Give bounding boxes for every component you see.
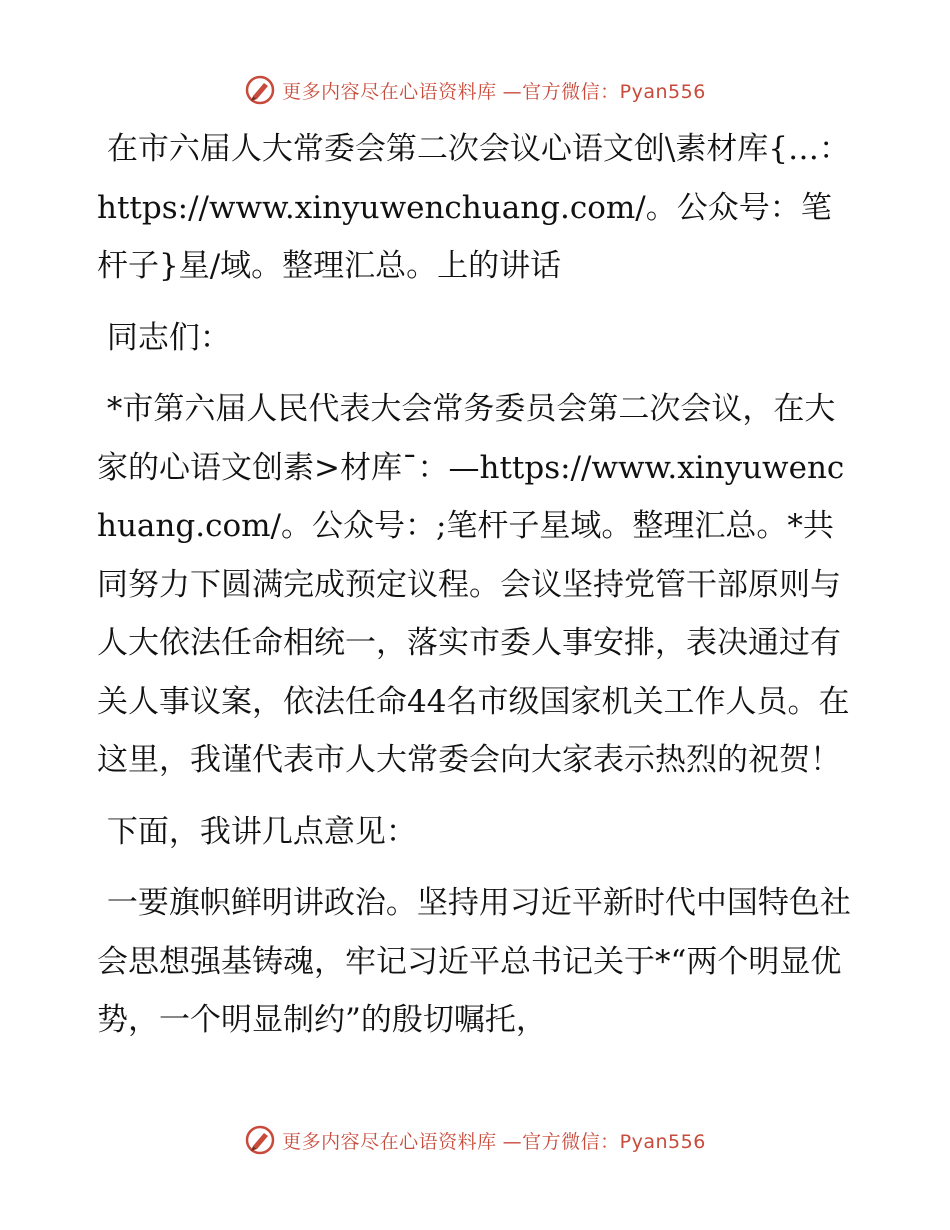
banner-sub-text: —官方微信：Pyan556 <box>502 1130 706 1153</box>
document-title: 在市六届人大常委会第二次会议心语文创\素材库{…：https://www.xinyuwenchuang.com/。公众号：笔杆子}星/域。整理汇总。上的讲话 <box>97 131 851 284</box>
body-paragraph: 一要旗帜鲜明讲政治。坚持用习近平新时代中国特色社会思想强基铸魂，牢记习近平总书记关于*“两个明显优势，一个明显制约”的殷切嘱托， <box>97 885 851 1038</box>
body-paragraph: 下面，我讲几点意见： <box>97 813 417 850</box>
footer-banner <box>0 1120 950 1160</box>
pen-logo-icon <box>244 74 276 106</box>
pen-logo-icon <box>244 1124 276 1156</box>
banner-inner <box>244 74 706 106</box>
salutation: 同志们： <box>97 319 231 356</box>
banner-main-text: 更多内容尽在心语资料库 <box>282 1130 497 1153</box>
banner-inner <box>244 1124 706 1156</box>
document-body <box>97 120 857 1050</box>
body-paragraph: *市第六届人民代表大会常务委员会第二次会议，在大家的心语文创素>材库¯：—https://www.xinyuwenchuang.com/。公众号：;笔杆子星域。整理汇总。*共同努力下圆满完成预定议程。会议坚持党管干部原则与人大依法任命相统一，落实市委人事安排，表决通过有关人事议案，依法任命44名市级国家机关工作人员。在这里，我谨代表市人大常委会向大家表示热烈的祝贺！ <box>97 391 850 778</box>
banner-sub-text: —官方微信：Pyan556 <box>502 80 706 103</box>
banner-main-text: 更多内容尽在心语资料库 <box>282 80 497 103</box>
header-banner <box>0 70 950 110</box>
